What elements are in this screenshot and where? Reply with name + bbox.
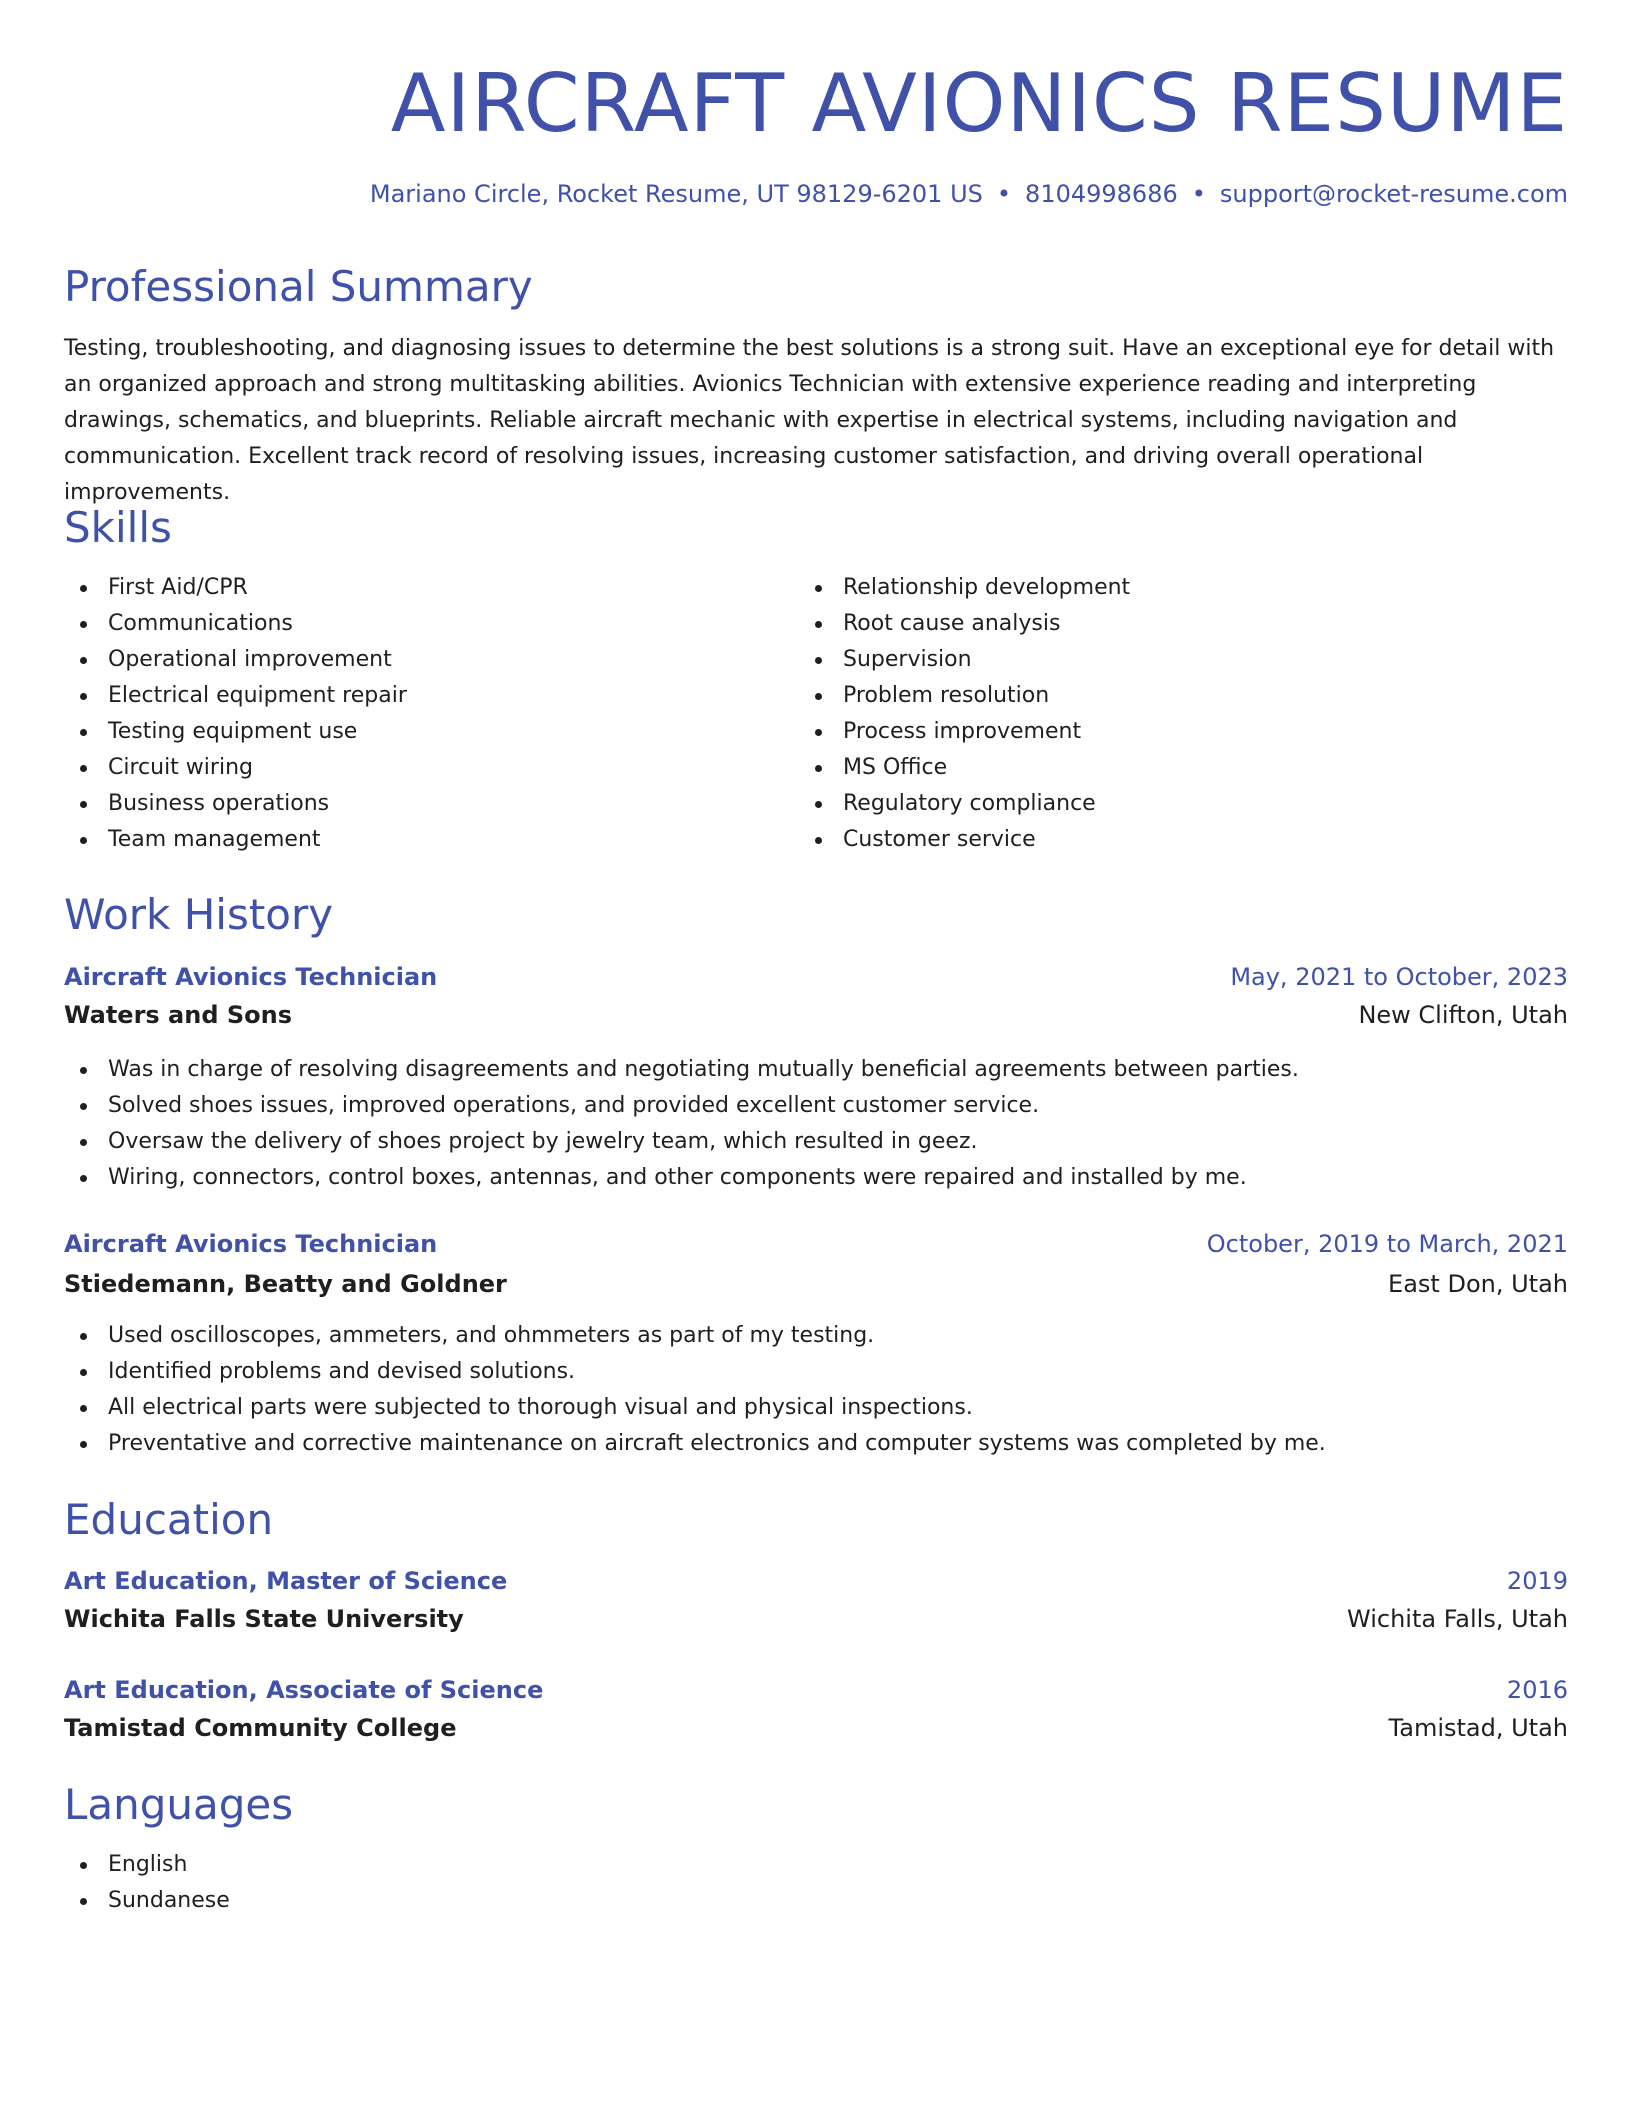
job-dates: October, 2019 to March, 2021 — [1206, 1230, 1568, 1258]
contact-separator: • — [1191, 180, 1206, 208]
job-bullets — [64, 1318, 1326, 1462]
bullet-icon — [80, 1369, 87, 1376]
education-degree: Art Education, Associate of Science — [64, 1676, 544, 1704]
job-bullet: Identified problems and devised solutions. — [64, 1354, 1326, 1390]
contact-line — [370, 178, 1568, 210]
bullet-icon — [815, 585, 822, 592]
bullet-icon — [80, 1405, 87, 1412]
bullet-icon — [80, 1333, 87, 1340]
education-header — [64, 1673, 1568, 1707]
job-subheader — [64, 998, 1568, 1032]
skill-item: Relationship development — [799, 570, 1130, 606]
bullet-icon — [815, 801, 822, 808]
job-header — [64, 1227, 1568, 1261]
bullet-icon — [80, 729, 87, 736]
work-heading: Work History — [64, 890, 334, 939]
job-company: Stiedemann, Beatty and Goldner — [64, 1270, 507, 1298]
skill-item: First Aid/CPR — [64, 570, 407, 606]
bullet-icon — [80, 801, 87, 808]
bullet-icon — [815, 837, 822, 844]
language-item: English — [64, 1847, 230, 1883]
job-bullet: Preventative and corrective maintenance on aircraft electronics and computer systems was completed by me. — [64, 1426, 1326, 1462]
bullet-icon — [80, 1862, 87, 1869]
bullet-icon — [815, 765, 822, 772]
skill-item: Regulatory compliance — [799, 786, 1130, 822]
contact-separator: • — [996, 180, 1012, 208]
skill-item: Team management — [64, 822, 407, 858]
bullet-icon — [80, 837, 87, 844]
language-item: Sundanese — [64, 1883, 230, 1919]
bullet-icon — [80, 1103, 87, 1110]
skill-item: Circuit wiring — [64, 750, 407, 786]
job-bullet: Oversaw the delivery of shoes project by jewelry team, which resulted in geez. — [64, 1124, 1299, 1160]
bullet-icon — [80, 765, 87, 772]
education-school: Tamistad Community College — [64, 1714, 457, 1742]
skills-list-right — [799, 570, 1130, 858]
skills-heading: Skills — [64, 503, 172, 552]
skill-item: Operational improvement — [64, 642, 407, 678]
skill-item: Testing equipment use — [64, 714, 407, 750]
bullet-icon — [80, 585, 87, 592]
summary-heading: Professional Summary — [64, 262, 533, 311]
job-bullets — [64, 1052, 1299, 1196]
job-header — [64, 960, 1568, 994]
education-location: Tamistad, Utah — [1388, 1714, 1568, 1742]
bullet-icon — [815, 621, 822, 628]
languages-heading: Languages — [64, 1780, 294, 1829]
education-location: Wichita Falls, Utah — [1347, 1605, 1568, 1633]
job-company: Waters and Sons — [64, 1001, 292, 1029]
job-location: East Don, Utah — [1388, 1270, 1568, 1298]
bullet-icon — [80, 1898, 87, 1905]
bullet-icon — [815, 657, 822, 664]
summary-text: Testing, troubleshooting, and diagnosing issues to determine the best solutions is a strong suit. Have an exceptional eye for detail with an organized approach and strong multitasking abilities. Avionics Technician with extensive experience reading and interpreting drawings, schematics, and blueprints. Reliable aircraft mechanic with expertise in electrical systems, including navigation and communication. Excellent track record of resolving issues, increasing customer satisfaction, and driving overall operational improvements. — [64, 336, 1555, 505]
bullet-icon — [80, 1441, 87, 1448]
job-bullet: Used oscilloscopes, ammeters, and ohmmeters as part of my testing. — [64, 1318, 1326, 1354]
bullet-icon — [80, 693, 87, 700]
skill-item: MS Office — [799, 750, 1130, 786]
skill-item: Root cause analysis — [799, 606, 1130, 642]
education-degree: Art Education, Master of Science — [64, 1567, 508, 1595]
bullet-icon — [80, 1067, 87, 1074]
job-bullet: All electrical parts were subjected to thorough visual and physical inspections. — [64, 1390, 1326, 1426]
skill-item: Supervision — [799, 642, 1130, 678]
bullet-icon — [80, 657, 87, 664]
education-year: 2016 — [1506, 1676, 1568, 1704]
contact-address: Mariano Circle, Rocket Resume, UT 98129-6201 US — [369, 180, 983, 208]
job-bullet: Solved shoes issues, improved operations, and provided excellent customer service. — [64, 1088, 1299, 1124]
resume-title: AIRCRAFT AVIONICS RESUME — [390, 57, 1568, 150]
bullet-icon — [80, 1139, 87, 1146]
education-subheader — [64, 1602, 1568, 1636]
bullet-icon — [815, 729, 822, 736]
education-school: Wichita Falls State University — [64, 1605, 464, 1633]
job-subheader — [64, 1267, 1568, 1301]
education-heading: Education — [64, 1495, 274, 1544]
education-year: 2019 — [1506, 1567, 1568, 1595]
languages-list — [64, 1847, 230, 1919]
contact-phone: 8104998686 — [1025, 180, 1178, 208]
contact-email[interactable]: support@rocket-resume.com — [1219, 180, 1568, 208]
skill-item: Customer service — [799, 822, 1130, 858]
education-header — [64, 1564, 1568, 1598]
bullet-icon — [80, 621, 87, 628]
job-title: Aircraft Avionics Technician — [64, 963, 438, 991]
job-dates: May, 2021 to October, 2023 — [1230, 963, 1568, 991]
bullet-icon — [815, 693, 822, 700]
skill-item: Communications — [64, 606, 407, 642]
job-bullet: Wiring, connectors, control boxes, antennas, and other components were repaired and installed by me. — [64, 1160, 1299, 1196]
job-title: Aircraft Avionics Technician — [64, 1230, 438, 1258]
skill-item: Problem resolution — [799, 678, 1130, 714]
job-location: New Clifton, Utah — [1358, 1001, 1568, 1029]
job-bullet: Was in charge of resolving disagreements and negotiating mutually beneficial agreements between parties. — [64, 1052, 1299, 1088]
education-subheader — [64, 1711, 1568, 1745]
skill-item: Electrical equipment repair — [64, 678, 407, 714]
skill-item: Business operations — [64, 786, 407, 822]
bullet-icon — [80, 1175, 87, 1182]
skill-item: Process improvement — [799, 714, 1130, 750]
skills-list-left — [64, 570, 407, 858]
